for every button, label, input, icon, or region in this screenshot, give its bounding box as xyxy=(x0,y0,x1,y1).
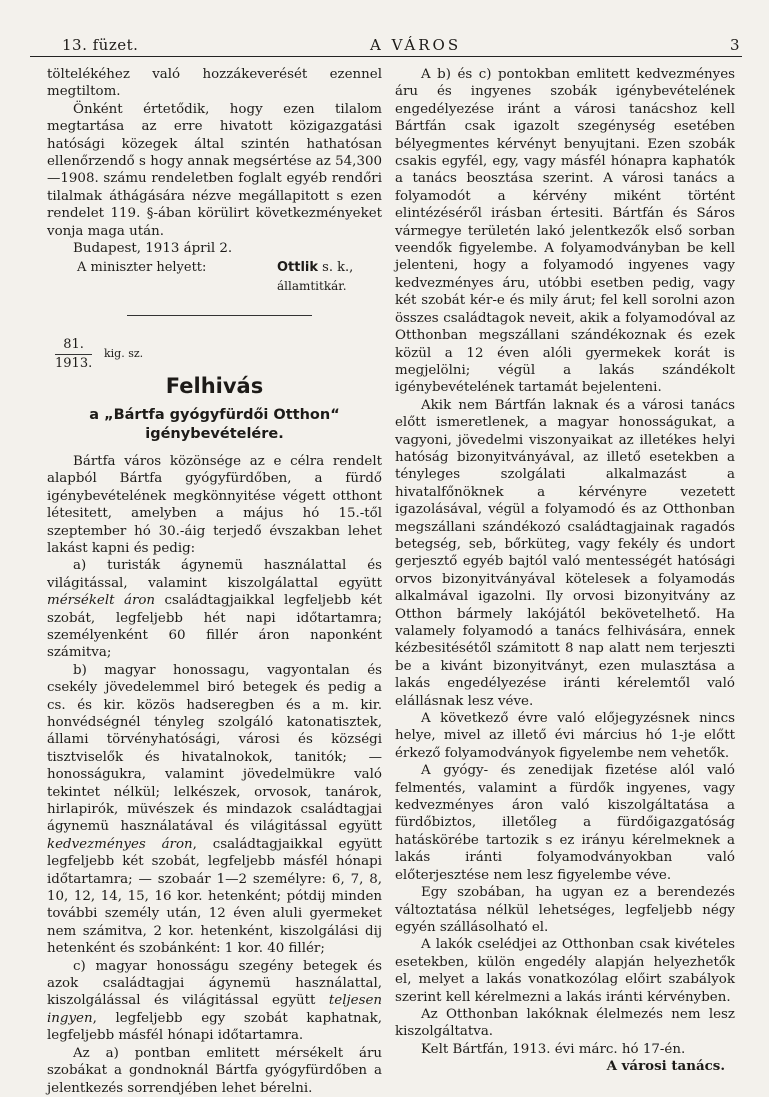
page-number: 3 xyxy=(729,36,740,54)
signatory-name: Ottlik xyxy=(277,260,319,276)
reference-year: 1913. xyxy=(55,355,93,371)
divider xyxy=(127,315,312,316)
publication-title: A VÁROS xyxy=(370,36,462,54)
reference-number xyxy=(47,336,382,370)
signatory xyxy=(277,259,353,276)
paragraph: Akik nem Bártfán laknak és a városi tanács előtt ismeretlenek, a magyar honosságukat, a vagyoni, jövedelmi viszonyaikat az illetékes helyi hatóság bizonyitványával, az illető esetekben a tényleges szolgálati alkalmazást a hivatalfőnöknek a kérvényre vezetett igazolásával, végül a folyamodó és az Otthonban megszállani szándékozó családtagjainak ragadós betegség, seb, bőrküteg, vagy fekély és undort gerjesztő egyéb bajtól való mentességét hatósági orvos bizonyitványával kötelesek a folyamodás alkalmával igazolni. Ily orvosi bizonyitvány az Otthon bármely lakójától bekövetelhető. Ha valamely folyamodó a tanács felhivására, ennek kézbesitésétől számitott 8 nap alatt nem terjeszti be a kivánt bizonyitványt, ezen mulasztása a lakás engedélyezése iránti kérelemtől való elállásnak lesz véve. xyxy=(395,397,735,709)
paragraph: A lakók cselédjei az Otthonban csak kivételes esetekben, külön engedély alapján helyezhetők el, melyet a lakás vonatkozólag előirt szabályok szerint kell kérelmezni a lakás iránti kérvényben. xyxy=(395,937,735,1005)
article-title: Felhivás xyxy=(165,374,264,399)
paragraph: Egy szobában, ha ugyan ez a berendezés változtatása nélkül lehetséges, legfeljebb négy egyén szállásolható el. xyxy=(395,885,735,935)
text-run: családtagjaikkal legfeljebb két szobát, legfeljebb hét napi időtartamra; személyenként 60 fillér áron naponként számitva; xyxy=(47,593,382,661)
paragraph: Önként értetődik, hogy ezen tilalom megtartása az erre hivatott közigazgatási hatósági közegek által szintén hathatósan ellenőrzendő s hogy annak megsértése az 54,300—1908. számu rendeletben foglalt egyéb rendőri tilalmak áthágására nézve megállapitott s ezen rendelet 119. §-ában körülirt következményeket vonja maga után. xyxy=(47,101,382,239)
right-column xyxy=(395,66,735,1076)
text-run: , családtagjaikkal együtt legfeljebb két szobát, legfeljebb másfél hónapi időtartamra; — szobaár 1—2 személyre: 6, 7, 8, 10, 12, 14, 15, 16 kor. hetenként; pótdij minden további személy után, 12 éven aluli gyermeket nem számitva, 2 kor. hetenként, kiszolgálási dij hetenként és szobánként: 1 kor. 40 fillér; xyxy=(47,836,382,957)
list-item-c xyxy=(47,958,382,1045)
reference-abbr: kig. sz. xyxy=(104,347,144,361)
date-line: Budapest, 1913 ápril 2. xyxy=(73,241,233,257)
paragraph: Az a) pontban emlitett mérsékelt áru szobákat a gondnoknál Bártfa gyógyfürdőben a jelentkezés sorrendjében lehet bérelni. xyxy=(47,1045,382,1096)
closing-signature: A városi tanács. xyxy=(606,1058,725,1075)
text-run: a) turisták ágynemü használattal és világitással, valamint kiszolgálattal együtt xyxy=(47,558,382,591)
issue-number: 13. füzet. xyxy=(62,36,139,54)
list-item-a xyxy=(47,557,382,661)
signature-label: A miniszter helyett: xyxy=(77,260,207,276)
signatory-suffix: s. k., xyxy=(318,260,354,276)
signatory-title: államtitkár. xyxy=(277,279,347,294)
emphasis: kedvezményes áron xyxy=(47,836,193,852)
left-column xyxy=(47,66,382,1097)
paragraph: A következő évre való előjegyzésnek nincs helye, mivel az illető évi március hó 1-je előtt érkező folyamodványok figyelembe nem vehetők. xyxy=(395,711,735,761)
paragraph: Bártfa város közönsége az e célra rendelt alapból Bártfa gyógyfürdőben, a fürdő igénybevételének megkönnyitése végett otthont létesitett, amelyben a május hó 15.-től szeptember hó 30.-áig terjedő évszakban lehet lakást kapni és pedig: xyxy=(47,453,382,556)
emphasis: mérsékelt áron xyxy=(47,593,156,609)
running-header xyxy=(30,30,742,57)
paragraph: A b) és c) pontokban emlitett kedvezményes áru és ingyenes szobák igénybevételének engedélyezése iránt a városi tanácshoz kell Bártfán csak igazolt szegénység esetében bélyegmentes kérvényt benyujtani. Ezen szobák csakis egyfél, egy, vagy másfél hónapra kaphatók a tanács beosztása szerint. A városi tanács a folyamodót a kérvény miként történt elintézéséről irásban értesiti. Bártfán és Sáros vármegye területén lakó jelentkezők első sorban veendők figyelembe. A folyamodványban be kell jelenteni, hogy a folyamodó ingyenes vagy kedvezményes áru, utóbbi esetben pedig, vagy két szobát kér-e és mily árut; fel kell sorolni azon összes családtagok neveit, akik a folyamodóval az Otthonban megszállani szándékoznak és ezek közül a 12 éven alóli gyermekek korát is megjelölni; végül a lakás szándékolt igénybevételének tartamát bejelenteni. xyxy=(395,67,735,396)
text-run: , legfeljebb egy szobát kaphatnak, legfeljebb másfél hónapi időtartamra. xyxy=(47,1010,382,1044)
text-run: c) magyar honosságu szegény betegek és azok családtagjai ágynemü használattal, kiszolgálással és világitással együtt xyxy=(47,958,382,1009)
reference-num: 81. xyxy=(55,336,92,354)
paragraph: töltelékéhez való hozzákeverését ezennel megtiltom. xyxy=(47,67,382,100)
article-subtitle: a „Bártfa gyógyfürdői Otthon“ igénybevételére. xyxy=(89,406,340,442)
text-run: b) magyar honossagu, vagyontalan és csekély jövedelemmel biró betegek és pedig a cs. és kir. közös hadseregben és a m. kir. honvédségnél tényleg szolgáló katonatisztek, állami törvényhatósági, városi és községi tisztviselők és hivatalnokok, tanitók; — honosságukra, valamint jövedelmükre való tekintet nélkül; lelkészek, orvosok, tanárok, hirlapirók, müvészek és mindazok családtagjai ágynemü használatával és világitással együtt xyxy=(47,662,382,835)
date-line: Kelt Bártfán, 1913. évi márc. hó 17-én. xyxy=(421,1041,686,1057)
emphasis: teljesen ingyen xyxy=(47,993,382,1026)
reference-fraction xyxy=(55,336,92,372)
signature-block xyxy=(47,259,382,299)
paragraph: A gyógy- és zenedijak fizetése alól való felmentés, valamint a fürdők ingyenes, vagy kedvezményes áron való kiszolgáltatása a fürdőbiztos, illetőleg a fürdőigazgatóság hatáskörébe tartozik s ez irányu kérelmeknek a lakás iránti folyamodványokban való előterjesztése nem lesz figyelembe véve. xyxy=(395,763,735,883)
paragraph: Az Otthonban lakóknak élelmezés nem lesz kiszolgáltatva. xyxy=(395,1006,735,1040)
list-item-b xyxy=(47,662,382,958)
